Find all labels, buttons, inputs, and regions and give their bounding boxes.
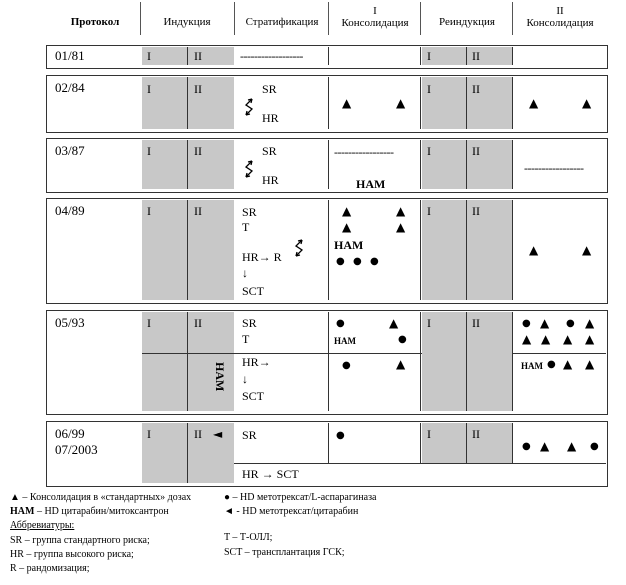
standard-dose-triangle-icon: ▲ [529,243,539,257]
stratification-sr: SR [242,205,257,219]
stratification-hr-r: HR→ R [242,250,282,264]
cell-divider [420,47,421,65]
cell-divider [512,140,513,189]
legend-hd-methotrexate-asparaginase: ● – HD метотрексат/L-аспарагиназа [224,492,377,503]
hd-methotrexate-dot-icon: ● [566,318,575,329]
hd-methotrexate-dot-icon: ● [336,430,345,441]
cell-divider [466,77,467,129]
abbr-hr: HR – группа высокого риска; [10,549,134,560]
ham-label: HAM [334,238,364,252]
header-reinduction: Реиндукция [439,16,495,28]
standard-dose-triangle-icon: ▲ [342,204,352,218]
cell-divider [512,200,513,300]
header-consolidation2-number: II [556,5,564,17]
legend-ham-text: – HD цитарабин/митоксантрон [34,506,169,517]
stratification-sr: SR [262,82,277,96]
protocol-label: 01/81 [55,48,85,63]
hd-methotrexate-dot-icon: ● [547,359,556,370]
stratification-t: T [242,332,250,346]
legend-ham [10,506,169,518]
header-divider [512,2,513,35]
randomization-arrow-icon [240,158,258,182]
induction-cell [142,200,234,300]
standard-dose-triangle-icon: ▲ [582,243,592,257]
reinduction-cell [422,200,512,300]
hd-methotrexate-dot-icon: ● [398,334,407,345]
cell-divider [420,312,421,411]
stratification-sr: SR [262,144,277,158]
protocol-label: 02/84 [55,80,85,95]
cell-divider [466,312,467,411]
abbr-sct: SCT – трансплантация ГСК; [224,547,345,558]
protocol-label: 03/87 [55,143,85,158]
induction-phase-2: II [194,204,202,218]
stratification-t: T [242,220,250,234]
stratification-sr: SR [242,316,257,330]
induction-phase-2: II [194,427,202,441]
reinduction-cell [422,77,512,129]
reinduction-phase-1: I [427,82,431,96]
cell-divider [328,77,329,129]
cell-divider [187,312,188,411]
standard-dose-triangle-icon: ▲ [540,439,550,453]
hd-methotrexate-dot-icon: ● [342,360,351,371]
induction-phase-1: I [147,316,151,330]
reinduction-phase-1: I [427,316,431,330]
protocol-row-0489 [46,198,608,304]
cell-divider [512,47,513,65]
stratification-down-arrow: ↓ [242,372,248,386]
cell-divider [187,47,188,65]
randomization-arrow-icon [240,96,258,120]
stratification-hr: HR [262,111,279,125]
cell-divider [512,312,513,411]
legend-standard-dose: ▲ – Консолидация в «стандартных» дозах [10,492,192,503]
legend-ham-abbr: HAM [10,506,35,517]
cell-divider [328,423,329,463]
hd-methotrexate-dot-icon: ● [370,256,379,267]
induction-cell [142,47,234,65]
hd-methotrexate-dot-icon: ● [336,318,345,329]
consolidation1-dash: ----------------- [334,145,394,159]
induction-phase-1: I [147,427,151,441]
induction-phase-1: I [147,204,151,218]
cell-divider [328,47,329,65]
hd-methotrexate-cytarabine-left-triangle-icon: ◄ [213,427,223,441]
standard-dose-triangle-icon: ▲ [563,332,573,346]
induction-phase-1: I [147,144,151,158]
ham-label: HAM [334,336,356,346]
induction-phase-1: I [147,49,151,63]
randomization-arrow-icon [290,237,308,261]
induction-phase-2: II [194,49,202,63]
cell-divider [420,140,421,189]
stratification-sct: SCT [242,389,265,403]
protocol-row-0284 [46,75,608,133]
standard-dose-triangle-icon: ▲ [396,204,406,218]
header-consolidation1-number: I [373,5,377,17]
standard-dose-triangle-icon: ▲ [567,439,577,453]
hd-methotrexate-dot-icon: ● [353,256,362,267]
protocol-label: 06/99 07/2003 [55,426,98,457]
header-divider [140,2,141,35]
cell-divider [187,77,188,129]
stratification-hr-sct: HR → SCT [242,467,299,481]
standard-dose-triangle-icon: ▲ [396,96,406,110]
induction-cell [142,77,234,129]
abbr-r: R – рандомизация; [10,563,90,574]
standard-dose-triangle-icon: ▲ [389,316,399,330]
induction-cell [142,140,234,189]
standard-dose-triangle-icon: ▲ [540,316,550,330]
standard-dose-triangle-icon: ▲ [529,96,539,110]
protocol-row-0699-072003 [46,421,608,487]
hd-methotrexate-dot-icon: ● [336,256,345,267]
cell-divider [187,423,188,483]
induction-phase-2: II [194,144,202,158]
reinduction-cell [422,47,512,65]
reinduction-phase-2: II [472,49,480,63]
cell-divider [420,200,421,300]
standard-dose-triangle-icon: ▲ [396,220,406,234]
cell-divider [512,423,513,463]
cell-divider [512,77,513,129]
reinduction-phase-1: I [427,49,431,63]
cell-divider [328,200,329,300]
standard-dose-triangle-icon: ▲ [396,357,406,371]
cell-divider [187,140,188,189]
reinduction-phase-1: I [427,427,431,441]
reinduction-phase-2: II [472,204,480,218]
row-divider [142,353,606,354]
reinduction-phase-2: II [472,144,480,158]
header-protocol: Протокол [70,16,120,28]
stratification-sr: SR [242,428,257,442]
cell-divider [466,200,467,300]
header-stratification: Стратификация [245,16,319,28]
stratification-sct: SCT [242,284,265,298]
header-consolidation2: Консолидация [526,17,594,29]
reinduction-phase-1: I [427,204,431,218]
standard-dose-triangle-icon: ▲ [585,316,595,330]
stratification-hr: HR [262,173,279,187]
stratification-down-arrow: ↓ [242,266,248,280]
cell-divider [466,140,467,189]
reinduction-phase-1: I [427,144,431,158]
standard-dose-triangle-icon: ▲ [342,96,352,110]
protocol-label: 05/93 [55,315,85,330]
consolidation2-dash: ----------------- [524,161,584,175]
cell-divider [466,47,467,65]
standard-dose-triangle-icon: ▲ [585,357,595,371]
abbreviations-title: Аббревиатуры: [10,520,75,531]
cell-divider [187,200,188,300]
hd-methotrexate-dot-icon: ● [522,441,531,452]
stratification-hr: HR→ [242,355,271,369]
stratification-dash: ------------------ [240,49,303,63]
reinduction-phase-2: II [472,427,480,441]
standard-dose-triangle-icon: ▲ [585,332,595,346]
header-divider [420,2,421,35]
reinduction-phase-2: II [472,316,480,330]
hd-methotrexate-dot-icon: ● [590,441,599,452]
cell-divider [328,140,329,189]
header-induction: Индукция [163,16,211,28]
hd-methotrexate-dot-icon: ● [522,318,531,329]
abbr-t: T – Т-ОЛЛ; [224,532,273,543]
reinduction-cell [422,423,512,463]
induction-phase-1: I [147,82,151,96]
induction-phase-2: II [194,316,202,330]
row-divider [234,463,606,464]
standard-dose-triangle-icon: ▲ [342,220,352,234]
standard-dose-triangle-icon: ▲ [582,96,592,110]
header-divider [328,2,329,35]
standard-dose-triangle-icon: ▲ [522,332,532,346]
standard-dose-triangle-icon: ▲ [541,332,551,346]
reinduction-phase-2: II [472,82,480,96]
protocol-row-0181 [46,45,608,69]
ham-label: HAM [356,177,386,191]
abbr-sr: SR – группа стандартного риска; [10,535,150,546]
cell-divider [328,312,329,411]
reinduction-cell [422,312,512,411]
cell-divider [466,423,467,463]
protocol-label: 04/89 [55,203,85,218]
header-consolidation1: Консолидация [341,17,409,29]
standard-dose-triangle-icon: ▲ [563,357,573,371]
reinduction-cell [422,140,512,189]
induction-phase-2: II [194,82,202,96]
cell-divider [420,423,421,463]
ham-label: HAM [521,361,543,371]
ham-vertical-label: HAM [213,362,227,392]
cell-divider [420,77,421,129]
header-divider [234,2,235,35]
legend-hd-methotrexate-cytarabine: ◄ - HD метотрексат/цитарабин [224,506,359,517]
